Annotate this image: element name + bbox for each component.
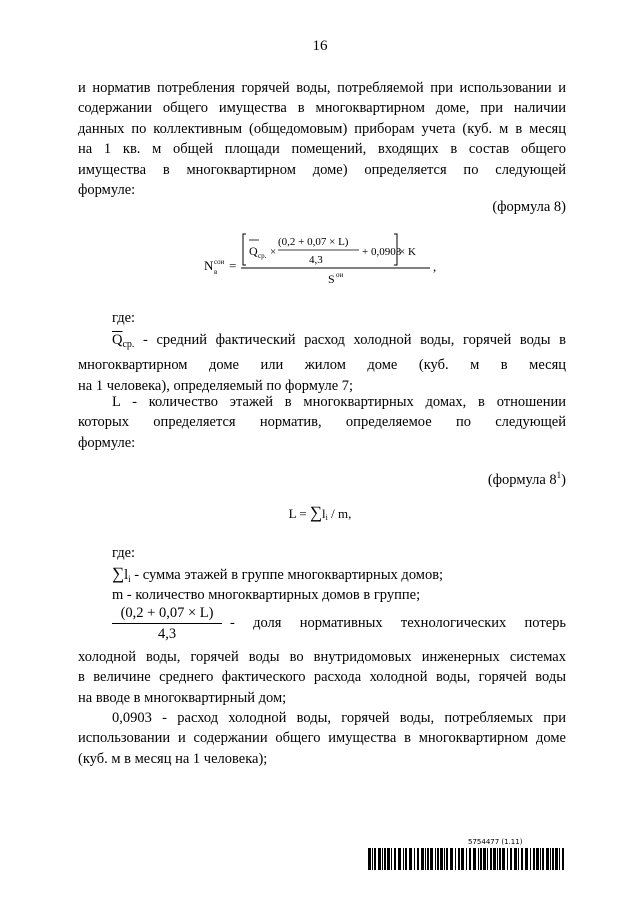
formula-8-denominator-super: ои	[336, 271, 344, 279]
barcode-bar	[458, 848, 460, 870]
barcode-bar	[542, 848, 544, 870]
barcode-bar	[435, 848, 436, 870]
text-line: содержании общего имущества в многоквартирном доме, при наличии	[78, 100, 566, 117]
barcode-bar	[440, 848, 443, 870]
barcode-bar	[514, 848, 517, 870]
barcode-bar	[444, 848, 445, 870]
intro-paragraph	[78, 78, 566, 200]
formula-8-lhs-super: сои	[214, 258, 225, 266]
barcode-bar	[507, 848, 508, 870]
barcode-bar	[403, 848, 404, 870]
text-line: формуле:	[78, 434, 136, 451]
barcode-bar	[487, 848, 488, 870]
barcode-bar	[521, 848, 523, 870]
barcode-bar	[497, 848, 498, 870]
sum-li-sub: i	[128, 574, 131, 584]
formula-8-1-label-text: (формула 8	[487, 472, 557, 488]
barcode-bar	[536, 848, 539, 870]
barcode-bar	[382, 848, 383, 870]
barcode-bar	[455, 848, 456, 870]
q-definition	[78, 330, 566, 396]
formula-8-1-li: l	[322, 506, 326, 521]
barcode-bar	[387, 848, 390, 870]
fraction-definition-tail	[230, 613, 566, 633]
text-line: которых определяется норматив, определяемое по следующей	[78, 414, 566, 431]
barcode-bar	[374, 848, 376, 870]
fraction-numerator: (0,2 + 0,07 × L)	[112, 603, 222, 624]
text-line: (куб. м в месяц на 1 человека);	[78, 750, 268, 767]
fraction-denominator: 4,3	[157, 626, 177, 642]
barcode-bar	[552, 848, 554, 870]
barcode-bar	[510, 848, 512, 870]
formula-8-inner-denominator: 4,3	[309, 254, 323, 266]
formula-8-1-label	[488, 470, 566, 489]
where-text: где:	[112, 545, 136, 561]
barcode-bar	[405, 848, 407, 870]
barcode-bar	[430, 848, 433, 870]
formula-8-lhs: N	[204, 258, 214, 273]
text-line: использовании и содержании общего имущества в многоквартирном доме	[78, 730, 566, 747]
barcode-bar	[550, 848, 551, 870]
text-line: L - количество этажей в многоквартирных домах, в отношении	[112, 394, 566, 410]
q-definition-first-line	[78, 330, 566, 355]
text-line: на 1 кв. м общей площади помещений, входящих в состав общего	[78, 141, 566, 158]
barcode-bar	[518, 848, 519, 870]
barcode-bar	[546, 848, 549, 870]
barcode-bar	[450, 848, 453, 870]
barcode-bar	[533, 848, 535, 870]
barcode-bar	[414, 848, 415, 870]
barcode-bar	[417, 848, 419, 870]
left-bracket	[243, 234, 246, 265]
m-definition-text: m - количество многоквартирных домов в группе;	[112, 587, 421, 603]
barcode-bar	[555, 848, 558, 870]
q-symbol: $\overline{Q}$	[112, 332, 123, 348]
barcode-bar	[490, 848, 492, 870]
formula-8	[0, 228, 640, 298]
formula-8-times: ×	[270, 246, 277, 258]
barcode-bar	[446, 848, 448, 870]
barcode-bar	[559, 848, 560, 870]
barcode-bar	[384, 848, 386, 870]
fraction-term	[112, 603, 222, 644]
sum-definition-text: - сумма этажей в группе многоквартирных домов;	[130, 567, 444, 583]
where-label-1	[112, 308, 312, 328]
formula-8-times-k: × K	[399, 246, 416, 258]
formula-8-label: (формула 8)	[492, 199, 566, 215]
barcode-bar	[398, 848, 401, 870]
where-text: где:	[112, 310, 136, 326]
formula-8-plus-term: + 0,0903	[362, 246, 402, 258]
text-line: на вводе в многоквартирный дом;	[78, 689, 287, 706]
barcode-bar	[478, 848, 479, 870]
barcode-bar	[421, 848, 424, 870]
formula-8-trailing: ,	[433, 259, 437, 274]
text-line: данных по коллективным (общедомовым) приборам учета (куб. м в месяц	[78, 120, 566, 137]
formula-8-inner-numerator: (0,2 + 0,07 × L)	[278, 236, 349, 248]
formula-8-1-label-close: )	[561, 472, 566, 488]
barcode-bar	[540, 848, 541, 870]
barcode-bar	[378, 848, 381, 870]
formula-8-q: Q	[249, 244, 258, 258]
barcode-bar	[368, 848, 371, 870]
formula-8-lhs-sub: в	[214, 268, 218, 276]
barcode-bar	[391, 848, 392, 870]
q-sub: ср.	[122, 339, 135, 350]
barcode-bar	[466, 848, 467, 870]
page-number: 16	[312, 38, 328, 54]
text-line: и норматив потребления горячей воды, потребляемой при использовании и	[78, 80, 566, 96]
text-line: формуле:	[78, 182, 136, 199]
barcode-bar	[502, 848, 505, 870]
barcode-bar	[469, 848, 471, 870]
barcode-bar	[437, 848, 439, 870]
fraction-definition	[78, 647, 566, 708]
formula-8-1-label-sup: 1	[556, 470, 562, 480]
barcode-bar	[562, 848, 564, 870]
barcode-bar	[499, 848, 501, 870]
barcode-bar	[425, 848, 426, 870]
formula-8-q-sub: ср.	[258, 252, 267, 260]
sum-li: l	[124, 567, 129, 583]
barcode	[368, 848, 568, 870]
barcode-bar	[493, 848, 496, 870]
barcode-bar	[427, 848, 429, 870]
barcode-bar	[473, 848, 476, 870]
text-line: имущества в многоквартирном доме) определяется по следующей	[78, 161, 566, 178]
text-line: в величине среднего фактического расхода холодной воды, горячей воды	[78, 669, 566, 686]
q-definition-text: - средний фактический расход холодной воды, горячей воды в	[134, 332, 566, 348]
barcode-bar	[394, 848, 396, 870]
barcode-bar	[480, 848, 482, 870]
sum-symbol: ∑	[309, 503, 323, 522]
sum-symbol: ∑	[112, 564, 125, 583]
text-line: 0,0903 - расход холодной воды, горячей воды, потребляемых при	[112, 710, 566, 726]
formula-8-1	[0, 503, 640, 523]
formula-8-denominator: S	[328, 272, 335, 286]
formula-8-1-pre: L =	[288, 506, 310, 521]
document-code: 5754477 (1.11)	[468, 838, 523, 846]
where-label-2	[112, 543, 312, 563]
fraction-definition-text: - доля нормативных технологических потерь	[230, 615, 566, 631]
constant-definition	[78, 708, 566, 769]
barcode-bar	[525, 848, 528, 870]
formula-8-1-li-sub: i	[325, 513, 328, 522]
text-line: холодной воды, горячей воды во внутридомовых инженерных системах	[78, 649, 566, 665]
barcode-bar	[530, 848, 531, 870]
barcode-bar	[461, 848, 464, 870]
barcode-bar	[409, 848, 412, 870]
l-definition	[78, 392, 566, 453]
barcode-bar	[483, 848, 486, 870]
formula-8-equals: =	[229, 258, 237, 273]
text-line: на 1 человека), определяемый по формуле 7;	[78, 377, 354, 394]
formula-8-1-post: / m,	[327, 506, 352, 521]
text-line: многоквартирном доме или жилом доме (куб. м в месяц	[78, 357, 566, 374]
barcode-bar	[372, 848, 373, 870]
